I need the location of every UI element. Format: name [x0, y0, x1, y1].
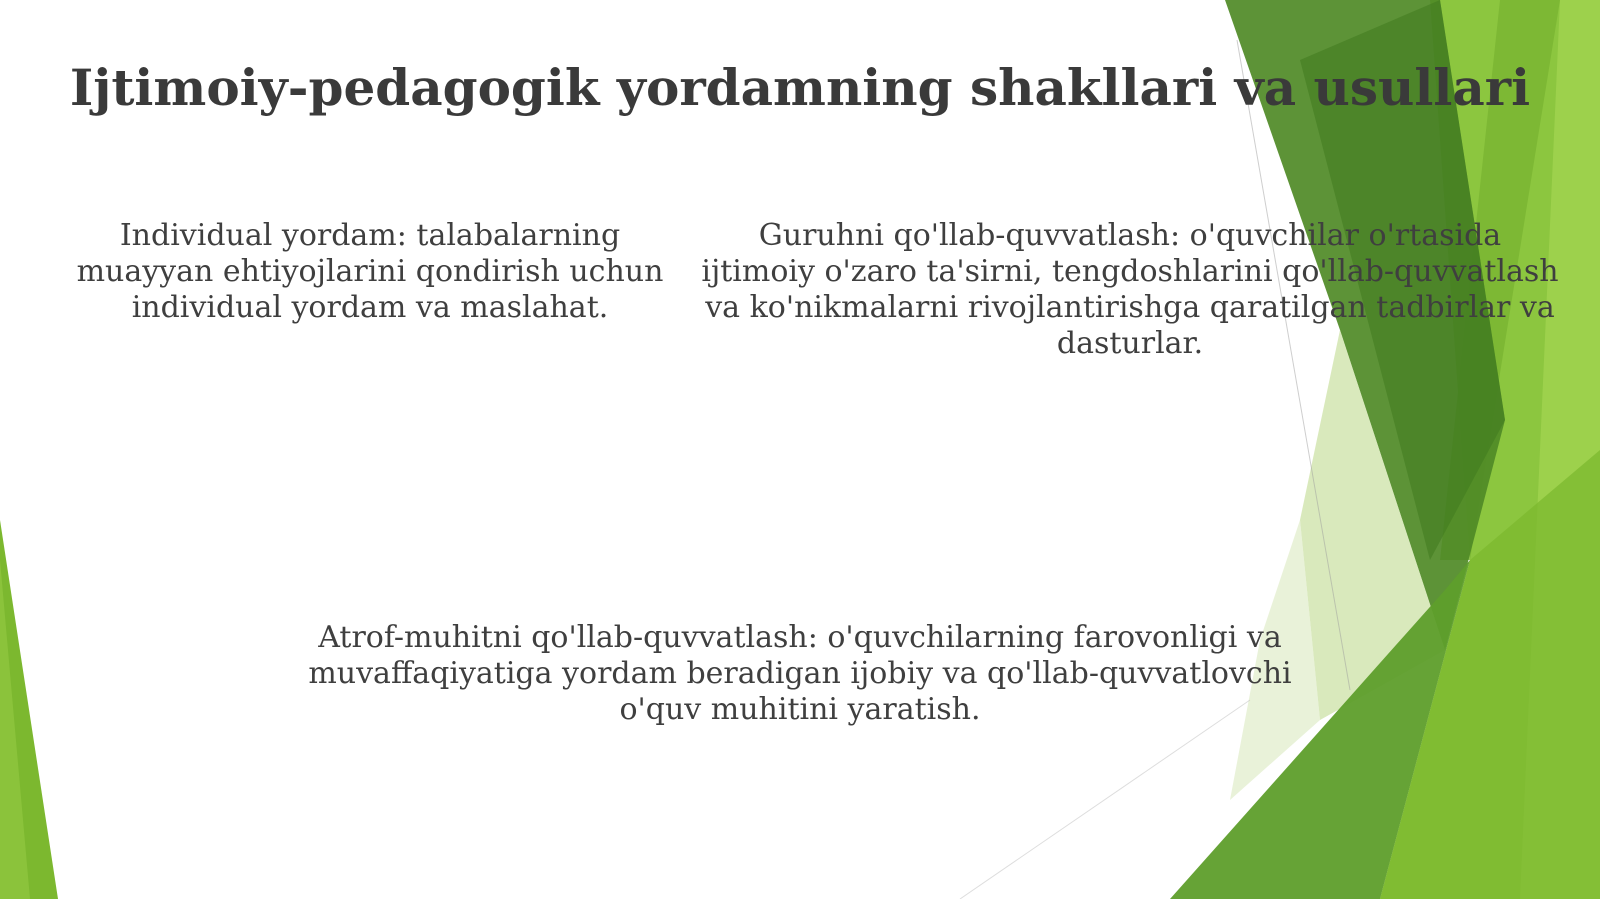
- environment-support-text: Atrof-muhitni qo'llab-quvvatlash: o'quvchilarning farovonligi va muvaffaqiyatiga yordam beradigan ijobiy va qo'llab-quvvatlovchi o'quv muhitini yaratish.: [308, 620, 1292, 727]
- slide-title: Ijtimoiy-pedagogik yordamning shakllari va usullari: [69, 58, 1531, 117]
- group-support-text: Guruhni qo'llab-quvvatlash: o'quvchilar o'rtasida ijtimoiy o'zaro ta'sirni, tengdoshlarini qo'llab-quvvatlash va ko'nikmalarni rivojlantirishga qaratilgan tadbirlar va dasturlar.: [701, 218, 1559, 361]
- individual-support-text: Individual yordam: talabalarning muayyan ehtiyojlarini qondirish uchun individual yordam va maslahat.: [76, 218, 664, 325]
